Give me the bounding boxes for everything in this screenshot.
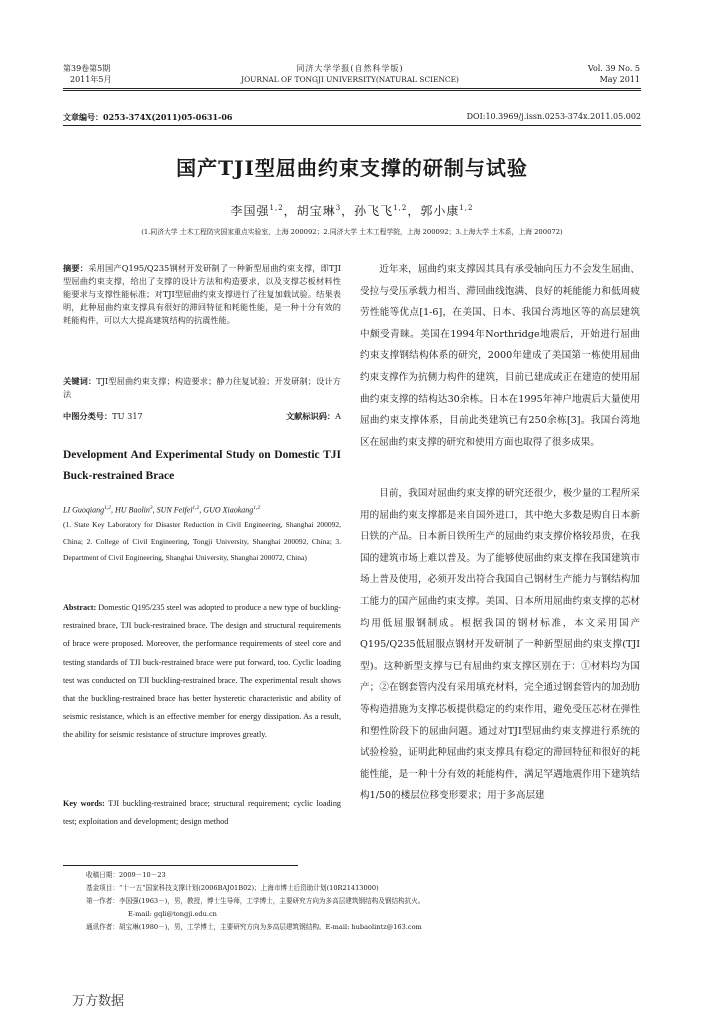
header-rule-top bbox=[63, 88, 641, 89]
abstract-cn: 摘要：采用国产Q195/Q235钢材开发研制了一种新型屈曲约束支撑，即TJI型屈曲约束支撑，给出了支撑的设计方法和构造要求，以及支撑芯板材料性能要求与支撑性能标准；对TJI型屈曲约束支撑进行了往复加载试验。结果表明，此种屈曲约束支撑具有很好的滞回特征和耗能性能，是一种十分有效的耗能构件，可以大大提高建筑结构的抗震性能。 bbox=[63, 263, 341, 325]
author-list: 李国强$^{1,2}$，胡宝琳$^3$，孙飞飞$^{1,2}$，郭小康$^{1,2}$ bbox=[230, 204, 474, 218]
footnote-corresponding: 通讯作者：胡宝琳(1980－)，男，工学博士，主要研究方向为多高层建筑钢结构。E-mail: hubaolintz@163.com bbox=[86, 923, 422, 931]
keywords-cn: 关键词：TJI型屈曲约束支撑；构造要求；静力往复试验；开发研制；设计方法 bbox=[63, 376, 341, 399]
footnotes bbox=[86, 869, 646, 934]
wanfang-watermark: 万方数据 bbox=[72, 994, 125, 1009]
date-cn: 2011年5月 bbox=[70, 75, 112, 84]
journal-name-en: JOURNAL OF TONGJI UNIVERSITY(NATURAL SCIENCE) bbox=[241, 75, 459, 84]
journal-name-cn: 同济大学学报(自然科学版) bbox=[296, 64, 404, 73]
affiliations: (1.同济大学 土木工程防灾国家重点实验室，上海 200092；2.同济大学 土木工程学院，上海 200092；3.上海大学 土木系，上海 200072) bbox=[141, 228, 563, 236]
footnote-first-author-email: E-mail: gqli@tongji.edu.cn bbox=[128, 910, 217, 918]
english-authors: LI Guoqiang$^{1,2}$, HU Baolin$^3$, SUN Feifei$^{1,2}$, GUO Xiaokang$^{1,2}$ bbox=[63, 505, 261, 515]
footnote-first-author: 第一作者：李国强(1963－)，男，教授，博士生导师，工学博士，主要研究方向为多高层建筑钢结构及钢结构抗火。 bbox=[86, 897, 425, 905]
english-abstract: Abstract: Domestic Q195/235 steel was adopted to produce a new type of buckling-restrained brace, TJI buck-restrained brace. The design and structural requirements of brace were proposed. Moreover, the performance requirements of steel core and testing standards of TJI buck-restrained brace were put forward, too. Cyclic loading test was conducted on TJI buckling-restrained brace. The experimental result shows that the buckling-restrained brace has better hysteretic characteristic and ability of seismic resistance, which is an effective member for energy dissipation. As a result, the ability for seismic resistance of structure improves greatly. bbox=[63, 603, 342, 740]
date-en: May 2011 bbox=[599, 75, 640, 84]
body-paragraph-2: 目前，我国对屈曲约束支撑的研究还很少，极少量的工程所采用的屈曲约束支撑都是来自国外进口，其中绝大多数是购自日本新日铁的产品。日本新日铁所生产的屈曲约束支撑价格较昂贵，在我国的建筑市场上难以普及。为了能够使屈曲约束支撑在我国建筑市场上普及使用，必须开发出符合我国自己钢材生产能力与钢结构加工能力的国产屈曲约束支撑。美国、日本所用屈曲约束支撑的芯材均用低屈服钢制成。根据我国的钢材标准，本文采用国产Q195/Q235低屈服点钢材开发研制了一种新型屈曲约束支撑(TJI型)。这种新型支撑与已有屈曲约束支撑区别在于：①材料均为国产；②在钢套管内没有采用填充材料，完全通过钢套管内的加劲肋等构造措施为支撑芯板提供稳定的约束作用，避免受压芯材在弹性和塑性阶段下的屈曲问题。通过对TJI型屈曲约束支撑进行系统的试验检验，证明此种屈曲约束支撑具有稳定的滞回特征和很好的耗能性能，是一种十分有效的耗能构件，满足罕遇地震作用下建筑结构1/50的楼层位移变形要求；用于多高层建 bbox=[360, 488, 640, 802]
footnote-fund: 基金项目：“十一五”国家科技支撑计划(2006BAJ01B02)；上海市博士后资助计划(10R21413000) bbox=[86, 884, 379, 892]
footnote-received: 收稿日期：2009－10－23 bbox=[86, 871, 166, 879]
volume-issue-cn: 第39卷第5期 bbox=[63, 64, 111, 73]
paper-title: 国产TJI型屈曲约束支撑的研制与试验 bbox=[176, 156, 528, 180]
classification-line: 中图分类号：TU 317 文献标识码：A bbox=[63, 411, 341, 421]
volume-issue-en: Vol. 39 No. 5 bbox=[587, 64, 640, 73]
article-number: 文章编号：0253-374X(2011)05-0631-06 bbox=[63, 112, 233, 122]
header-rule-bottom bbox=[63, 90, 641, 91]
footnote-rule bbox=[63, 865, 298, 866]
english-affiliations: (1. State Key Laboratory for Disaster Reduction in Civil Engineering, Shanghai 200092, China; 2. College of Civil Engineering, Tongji University, Shanghai 200092, China; 3. Department of Civil Engineering, Shanghai University, Shanghai 200072, China) bbox=[63, 520, 341, 562]
english-keywords: Key words: TJI buckling-restrained brace; structural requirement; cyclic loading test; exploitation and development; design method bbox=[63, 799, 342, 827]
doi: DOI:10.3969/j.issn.0253-374x.2011.05.002 bbox=[466, 112, 641, 121]
body-paragraph-1: 近年来，屈曲约束支撑因其具有承受轴向压力不会发生屈曲、受拉与受压承载力相当、滞回曲线饱满、良好的耗能能力和低周疲劳性能等优点[1-6]，在美国、日本、我国台湾地区等的高层建筑中颇受青睐。美国在1994年Northridge地震后，开始进行屈曲约束支撑钢结构体系的研究，2000年建成了美国第一栋使用屈曲约束支撑作为抗侧力构件的建筑，目前已建成或正在建造的使用屈曲约束支撑的结构达30余栋。日本在1995年神户地震后大量使用屈曲约束支撑体系，目前此类建筑已有250余栋[3]。我国台湾地区在屈曲约束支撑的研究和使用方面也取得了很多成果。 bbox=[360, 264, 640, 448]
english-title: Development And Experimental Study on Domestic TJI Buck-restrained Brace bbox=[63, 449, 341, 482]
doi-rule bbox=[63, 125, 641, 126]
